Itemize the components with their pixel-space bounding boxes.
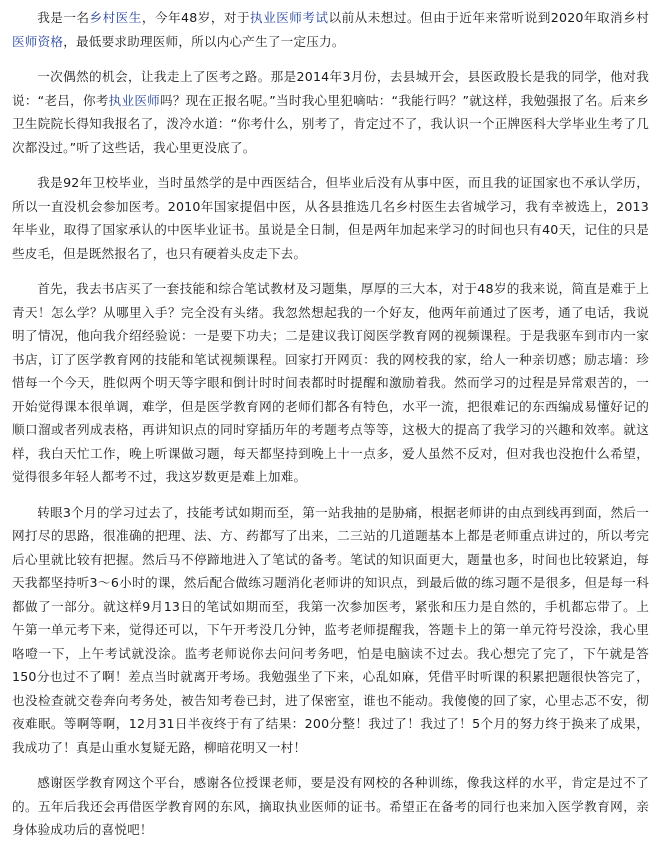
paragraph-text: 我是一名: [37, 10, 90, 25]
paragraph-5: [12, 501, 649, 760]
paragraph-text: ，最低要求助理医师，所以内心产生了一定压力。: [63, 33, 345, 49]
paragraph-2: [12, 65, 649, 159]
paragraph-4: [12, 277, 649, 489]
keyword-link[interactable]: 医师资格: [12, 33, 64, 49]
paragraph-text: 吗？现在正报名呢。”当时我心里犯嘀咕：“我能行吗？”就这样，我勉强报了名。后来乡卫生院院长得知我报名了，泼冷水道：“你考什么，别考了，肯定过不了，我认识一个正牌医科大学毕业生考了几次都没过。”听了这些话，我心里更没底了。: [12, 92, 649, 155]
paragraph-1: [12, 6, 649, 53]
paragraph-text: ，今年48岁，对于: [141, 10, 251, 25]
keyword-link[interactable]: 执业医师考试: [250, 10, 329, 25]
paragraph-3: [12, 171, 649, 265]
paragraph-text: 感谢医学教育网这个平台，感谢各位授课老师，要是没有网校的各种训练，像我这样的水平，肯定是过不了的。五年后我还会再借医学教育网的东风，摘取执业医师的证书。希望正在备考的同行也来加入医学教育网，亲身体验成功后的喜悦吧！: [12, 775, 649, 837]
paragraph-text: 首先，我去书店买了一套技能和综合笔试教材及习题集，厚厚的三大本，对于48岁的我来说，简直是难于上青天！怎么学？从哪里入手？完全没有头绪。我忽然想起我的一个好友，他两年前通过了医考，通了电话，我说明了情况，他向我介绍经验说：一是要下功夫；二是建议我订阅医学教育网的视频课程。于是我驱车到市内一家书店，订了医学教育网的技能和笔试视频课程。回家打开网页：我的网校我的家，给人一种亲切感；励志墙：珍惜每一个今天，胜似两个明天等字眼和倒计时时间表都时时提醒和激励着我。然而学习的过程是异常艰苦的，一开始觉得课本很单调，难学，但是医学教育网的老师们都各有特色，水平一流，把很难记的东西编成易懂好记的顺口溜或者列成表格，再讲知识点的同时穿插历年的考题考点等等，这极大的提高了我学习的兴趣和效率。就这样，我白天忙工作，晚上听课做习题，每天都坚持到晚上十一点多，爱人虽然不反对，但对我也没抱什么希望，觉得很多年轻人都考不过，我这岁数更是难上加难。: [12, 281, 649, 484]
paragraph-text: 以前从未想过。但由于近年来常听说到2020年取消乡村: [328, 10, 649, 25]
paragraph-text: 我是92年卫校毕业，当时虽然学的是中西医结合，但毕业后没有从事中医，而且我的证国家也不承认学历，所以一直没机会参加医考。2010年国家提倡中医，从各县推选几名乡村医生去省城学习，我有幸被选上，2013年毕业，取得了国家承认的中医毕业证书。虽说是全日制，但是两年加起来学习的时间也只有40天，记住的只是些皮毛，但是既然报名了，也只有硬着头皮走下去。: [12, 175, 649, 261]
paragraph-text: 转眼3个月的学习过去了，技能考试如期而至，第一站我抽的是胁痛，根据老师讲的由点到线再到面，然后一网打尽的思路，很准确的把理、法、方、药都写了出来，二三站的几道题基本上都是老师重点讲过的，所以考完后心里就比较有把握。然后马不停蹄地进入了笔试的备考。笔试的知识面更大，题量也多，时间也比较紧迫，每天我都坚持听3～6小时的课，然后配合做练习题消化老师讲的知识点，到最后做的练习题不是很多，但是每一科都做了一部分。就这样9月13日的笔试如期而至，我第一次参加医考，紧张和压力是自然的，手机都忘带了。上午第一单元考下来，觉得还可以，下午开考没几分钟，监考老师提醒我，答题卡上的第一单元符号没涂，我心里咯噔一下，上午考试就没涂。监考老师说你去问问考务吧，怕是电脑读不过去。我心想完了完了，下午就是答150分也过不了啊！差点当时就离开考场。我勉强坐了下来，心乱如麻，凭借平时听课的积累把题很快答完了，也没检查就交卷奔向考务处，被告知考卷已封，进了保密室，谁也不能动。我傻傻的回了家，心里忐忑不安，彻夜难眠。等啊等啊，12月31日半夜终于有了结果：200分整！我过了！我过了！5个月的努力终于换来了成果，我成功了！真是山重水复疑无路，柳暗花明又一村！: [12, 504, 649, 755]
paragraph-6: [12, 771, 649, 842]
keyword-link[interactable]: 乡村医生: [89, 10, 142, 25]
keyword-link[interactable]: 执业医师: [108, 92, 160, 108]
paragraph-text: 一次偶然的机会，让我走上了医考之路。那是2014年3月份，去县城开会，县医政股长是我的同学，他对我说：“老吕，你考: [12, 69, 649, 108]
